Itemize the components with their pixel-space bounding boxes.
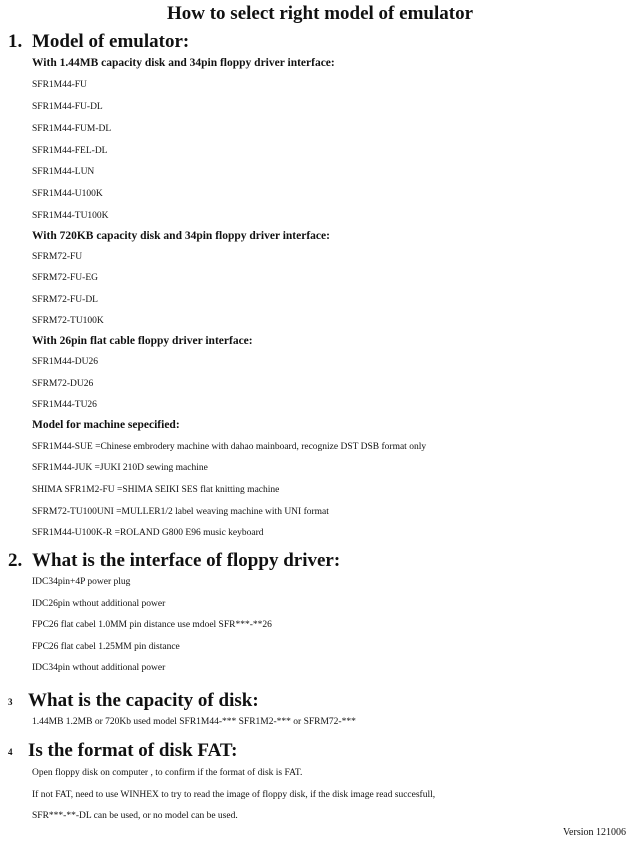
group-720kb-heading: With 720KB capacity disk and 34pin floppy driver interface:	[32, 230, 330, 242]
section-3-title: What is the capacity of disk:	[28, 690, 259, 711]
group-1mb44-heading: With 1.44MB capacity disk and 34pin floppy driver interface:	[32, 57, 335, 69]
interface-item: IDC34pin+4P power plug	[32, 577, 131, 587]
section-2-title: What is the interface of floppy driver:	[32, 550, 341, 571]
model-item: SFR1M44-FEL-DL	[32, 146, 108, 156]
section-4-title: Is the format of disk FAT:	[28, 740, 238, 761]
group-machine-heading: Model for machine sepecified:	[32, 419, 180, 431]
interface-item: IDC26pin wthout additional power	[32, 599, 166, 609]
interface-item: IDC34pin wthout additional power	[32, 663, 166, 673]
capacity-item: 1.44MB 1.2MB or 720Kb used model SFR1M44-*** SFR1M2-*** or SFRM72-***	[32, 717, 356, 727]
section-3-heading	[8, 690, 259, 712]
model-item: SFRM72-FU	[32, 252, 83, 262]
format-item: If not FAT, need to use WINHEX to try to read the image of floppy disk, if the disk image read succesfull,	[32, 790, 436, 800]
section-1-number: 1.	[8, 31, 23, 52]
model-item: SFR1M44-U100K	[32, 189, 103, 199]
section-2-number: 2.	[8, 550, 23, 571]
section-3-number: 3	[8, 696, 13, 707]
interface-item: FPC26 flat cabel 1.25MM pin distance	[32, 642, 180, 652]
machine-model-item: SFR1M44-U100K-R =ROLAND G800 E96 music keyboard	[32, 528, 264, 538]
model-item: SFR1M44-FU-DL	[32, 102, 103, 112]
section-1-heading	[8, 31, 189, 53]
version-label: Version 121006	[562, 827, 626, 838]
machine-model-item: SHIMA SFR1M2-FU =SHIMA SEIKI SES flat knitting machine	[32, 485, 280, 495]
machine-model-item: SFR1M44-SUE =Chinese embrodery machine with dahao mainboard, recognize DST DSB format only	[32, 442, 427, 452]
section-2-heading	[8, 550, 340, 572]
model-item: SFR1M44-FUM-DL	[32, 124, 112, 134]
format-item: Open floppy disk on computer , to confirm if the format of disk is FAT.	[32, 768, 303, 778]
document-title: How to select right model of emulator	[166, 3, 474, 24]
machine-model-item: SFR1M44-JUK =JUKI 210D sewing machine	[32, 463, 208, 473]
section-1-title: Model of emulator:	[32, 31, 190, 52]
machine-model-item: SFRM72-TU100UNI =MULLER1/2 label weaving machine with UNI format	[32, 507, 329, 517]
model-item: SFRM72-FU-DL	[32, 295, 98, 305]
group-26pin-heading: With 26pin flat cable floppy driver interface:	[32, 335, 253, 347]
model-item: SFR1M44-LUN	[32, 167, 95, 177]
model-item: SFRM72-TU100K	[32, 316, 104, 326]
section-4-heading	[8, 740, 238, 762]
model-item: SFR1M44-DU26	[32, 357, 98, 367]
model-item: SFR1M44-FU	[32, 80, 87, 90]
model-item: SFR1M44-TU100K	[32, 211, 109, 221]
model-item: SFRM72-FU-EG	[32, 273, 98, 283]
model-item: SFRM72-DU26	[32, 379, 94, 389]
interface-item: FPC26 flat cabel 1.0MM pin distance use mdoel SFR***-**26	[32, 620, 272, 630]
model-item: SFR1M44-TU26	[32, 400, 97, 410]
section-4-number: 4	[8, 746, 13, 757]
format-item: SFR***-**-DL can be used, or no model can be used.	[32, 811, 238, 821]
